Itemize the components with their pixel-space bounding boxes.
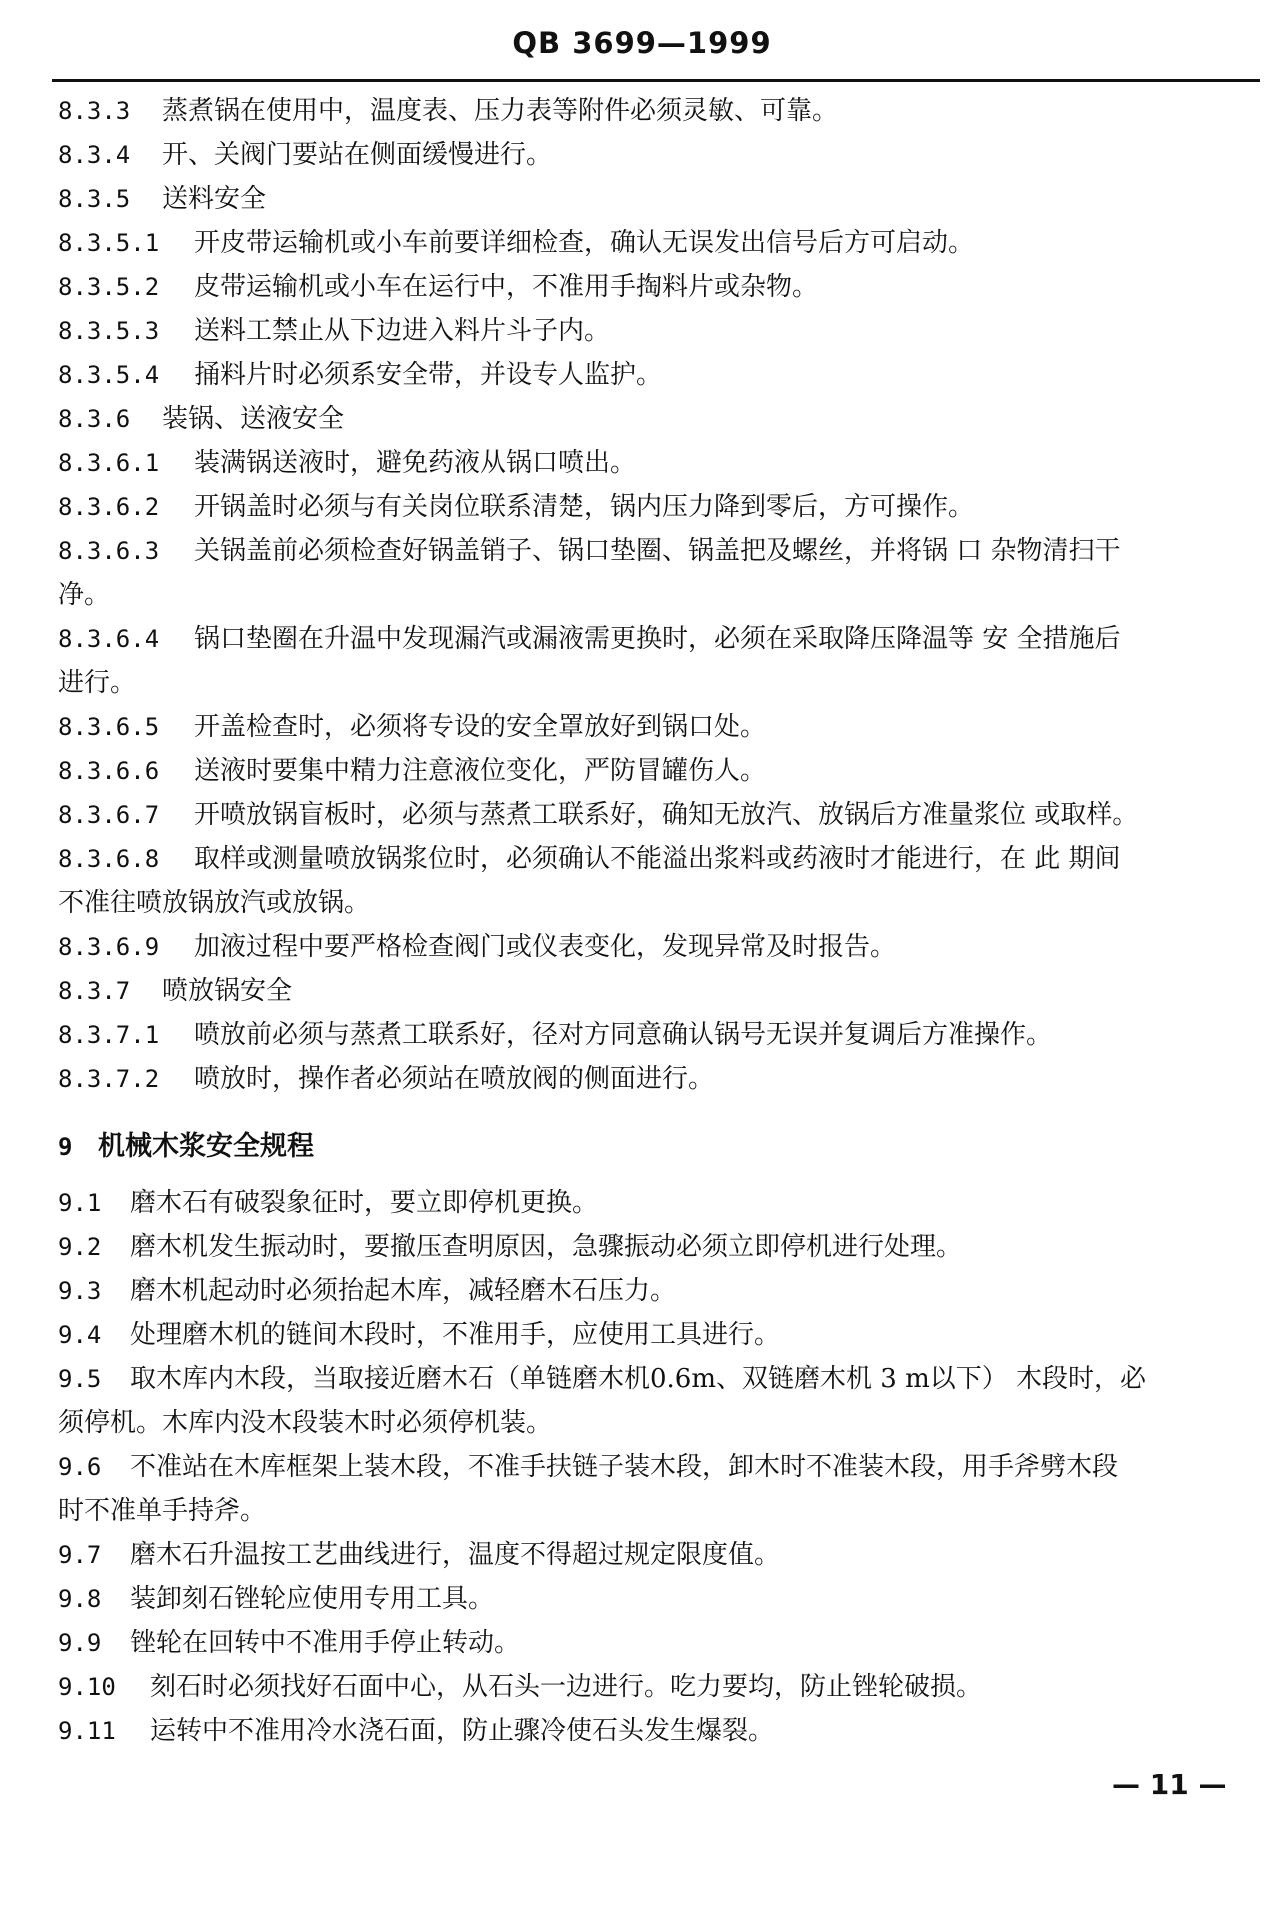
clause-text: 取样或测量喷放锅浆位时，必须确认不能溢出浆料或药液时才能进行，在 此 期间 (194, 844, 1121, 874)
clause-number: 8.3.4 (58, 141, 131, 169)
clause-8-3-6-4 (58, 617, 1253, 705)
clause-text-continued: 不准往喷放锅放汽或放锅。 (58, 888, 371, 918)
page-number: — 11 — (1112, 1768, 1227, 1801)
clause-9-3 (58, 1269, 1253, 1313)
clause-text: 装满锅送液时，避免药液从锅口喷出。 (194, 448, 637, 478)
clause-text: 刻石时必须找好石面中心，从石头一边进行。吃力要均，防止锉轮破损。 (150, 1672, 983, 1702)
clause-text-continued: 时不准单手持斧。 (58, 1496, 267, 1526)
clause-8-3-6-2 (58, 485, 1253, 529)
clause-number: 8.3.5.2 (58, 273, 160, 301)
section-title: 机械木浆安全规程 (98, 1131, 314, 1162)
clause-text: 取木库内木段，当取接近磨木石（单链磨木机0.6m、双链磨木机 3 m以下） 木段时，必 (130, 1364, 1146, 1394)
clause-text: 送料工禁止从下边进入料片斗子内。 (194, 316, 611, 346)
clause-9-9 (58, 1621, 1253, 1665)
clause-9-8 (58, 1577, 1253, 1621)
clause-text: 磨木石升温按工艺曲线进行，温度不得超过规定限度值。 (130, 1540, 781, 1570)
clause-number: 8.3.5.4 (58, 361, 160, 389)
clause-text-continued: 须停机。木库内没木段装木时必须停机装。 (58, 1408, 553, 1438)
clause-number: 9.8 (58, 1585, 102, 1613)
clause-number: 9.10 (58, 1673, 116, 1701)
clause-text: 送料安全 (162, 184, 267, 214)
clause-number: 9.11 (58, 1717, 116, 1745)
clause-text: 处理磨木机的链间木段时，不准用手，应使用工具进行。 (130, 1320, 781, 1350)
clause-text: 锉轮在回转中不准用手停止转动。 (130, 1628, 521, 1658)
clause-text: 开盖检查时，必须将专设的安全罩放好到锅口处。 (194, 712, 767, 742)
clause-number: 8.3.6.7 (58, 801, 160, 829)
clause-number: 8.3.6.8 (58, 845, 160, 873)
clause-number: 8.3.6.6 (58, 757, 160, 785)
clause-8-3-4 (58, 133, 1253, 177)
clause-text: 喷放前必须与蒸煮工联系好，径对方同意确认锅号无误并复调后方准操作。 (194, 1020, 1053, 1050)
clause-text: 开皮带运输机或小车前要详细检查，确认无误发出信号后方可启动。 (194, 228, 975, 258)
clause-number: 8.3.7 (58, 977, 131, 1005)
clause-text: 关锅盖前必须检查好锅盖销子、锅口垫圈、锅盖把及螺丝，并将锅 口 杂物清扫干 (194, 536, 1121, 566)
clause-text: 皮带运输机或小车在运行中，不准用手掏料片或杂物。 (194, 272, 819, 302)
clause-8-3-6-7 (58, 793, 1253, 837)
clause-8-3-5-2 (58, 265, 1253, 309)
section-number: 9 (58, 1133, 73, 1161)
clause-text: 蒸煮锅在使用中，温度表、压力表等附件必须灵敏、可靠。 (162, 96, 839, 126)
standard-code: QB 3699—1999 (512, 26, 772, 60)
clause-8-3-6-6 (58, 749, 1253, 793)
clause-8-3-6-1 (58, 441, 1253, 485)
clause-number: 8.3.5 (58, 185, 131, 213)
clause-text: 开、关阀门要站在侧面缓慢进行。 (162, 140, 553, 170)
clause-number: 8.3.3 (58, 97, 131, 125)
clause-number: 8.3.6.1 (58, 449, 160, 477)
clause-8-3-3 (58, 89, 1253, 133)
clause-text: 开锅盖时必须与有关岗位联系清楚，锅内压力降到零后，方可操作。 (194, 492, 975, 522)
clause-number: 8.3.6.4 (58, 625, 160, 653)
clause-number: 9.5 (58, 1365, 102, 1393)
clause-text: 运转中不准用冷水浇石面，防止骤冷使石头发生爆裂。 (150, 1716, 775, 1746)
clause-text: 磨木石有破裂象征时，要立即停机更换。 (130, 1188, 599, 1218)
clause-number: 8.3.6.3 (58, 537, 160, 565)
clause-number: 9.9 (58, 1629, 102, 1657)
clause-9-4 (58, 1313, 1253, 1357)
clause-text: 磨木机发生振动时，要撤压查明原因，急骤振动必须立即停机进行处理。 (130, 1232, 963, 1262)
clause-8-3-6 (58, 397, 1253, 441)
clause-text: 开喷放锅盲板时，必须与蒸煮工联系好，确知无放汽、放锅后方准量浆位 或取样。 (194, 800, 1139, 830)
clause-8-3-5-1 (58, 221, 1253, 265)
clause-text: 装锅、送液安全 (162, 404, 345, 434)
clause-text-continued: 净。 (58, 580, 111, 610)
clause-number: 8.3.6.9 (58, 933, 160, 961)
clause-number: 9.4 (58, 1321, 102, 1349)
header-rule (52, 79, 1260, 82)
clause-number: 8.3.5.3 (58, 317, 160, 345)
clause-number: 9.1 (58, 1189, 102, 1217)
clause-text: 加液过程中要严格检查阀门或仪表变化，发现异常及时报告。 (194, 932, 897, 962)
clause-number: 8.3.7.2 (58, 1065, 160, 1093)
clause-text-continued: 进行。 (58, 668, 137, 698)
clause-text: 锅口垫圈在升温中发现漏汽或漏液需更换时，必须在采取降压降温等 安 全措施后 (194, 624, 1121, 654)
clause-8-3-5 (58, 177, 1253, 221)
clause-number: 8.3.5.1 (58, 229, 160, 257)
clause-number: 8.3.6.2 (58, 493, 160, 521)
clause-number: 8.3.6.5 (58, 713, 160, 741)
clause-9-11 (58, 1709, 1253, 1753)
clause-text: 喷放锅安全 (162, 976, 293, 1006)
clause-text: 送液时要集中精力注意液位变化，严防冒罐伤人。 (194, 756, 767, 786)
clause-number: 8.3.7.1 (58, 1021, 160, 1049)
clause-8-3-6-3 (58, 529, 1253, 617)
clause-8-3-7 (58, 969, 1253, 1013)
clause-8-3-5-3 (58, 309, 1253, 353)
clause-text: 装卸刻石锉轮应使用专用工具。 (130, 1584, 495, 1614)
clause-number: 9.3 (58, 1277, 102, 1305)
clause-9-5 (58, 1357, 1253, 1445)
clause-9-2 (58, 1225, 1253, 1269)
clause-number: 9.6 (58, 1453, 102, 1481)
clause-8-3-6-8 (58, 837, 1253, 925)
clause-9-10 (58, 1665, 1253, 1709)
clause-8-3-7-1 (58, 1013, 1253, 1057)
clause-9-1 (58, 1181, 1253, 1225)
clause-text: 不准站在木库框架上装木段，不准手扶链子装木段，卸木时不准装木段，用手斧劈木段 (130, 1452, 1119, 1482)
clause-text: 磨木机起动时必须抬起木库，减轻磨木石压力。 (130, 1276, 677, 1306)
clause-text: 捅料片时必须系安全带，并设专人监护。 (194, 360, 663, 390)
clause-9-6 (58, 1445, 1253, 1533)
clause-8-3-7-2 (58, 1057, 1253, 1101)
page-content (58, 89, 1253, 1753)
clause-8-3-6-9 (58, 925, 1253, 969)
clause-9-7 (58, 1533, 1253, 1577)
clause-text: 喷放时，操作者必须站在喷放阀的侧面进行。 (194, 1064, 715, 1094)
section-heading (58, 1123, 1253, 1171)
clause-number: 8.3.6 (58, 405, 131, 433)
clause-8-3-5-4 (58, 353, 1253, 397)
clause-number: 9.7 (58, 1541, 102, 1569)
clause-number: 9.2 (58, 1233, 102, 1261)
clause-8-3-6-5 (58, 705, 1253, 749)
